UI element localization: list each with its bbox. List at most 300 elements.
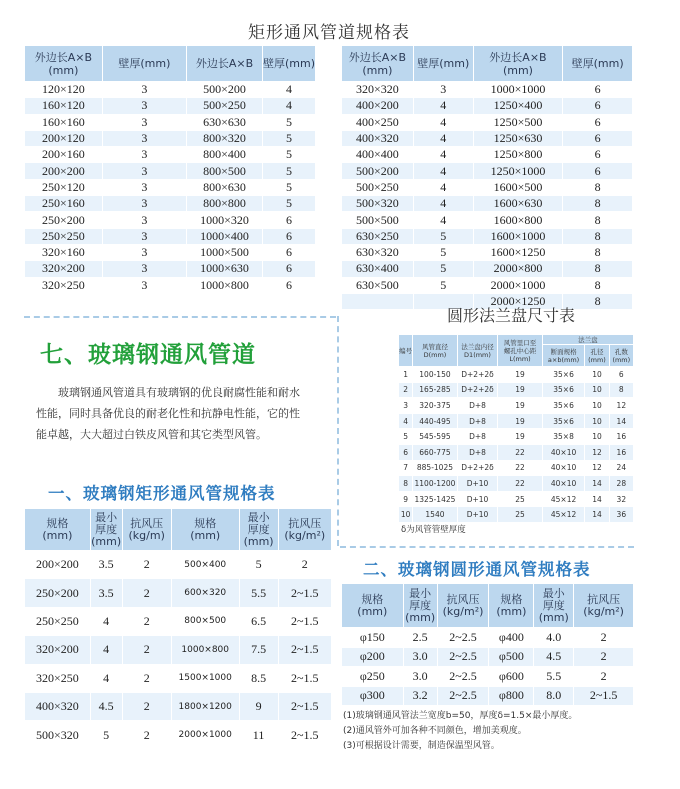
table-cell: 2~1.5 <box>278 692 331 720</box>
table-cell: D+10 <box>457 476 498 492</box>
table-cell: 8 <box>399 476 413 492</box>
col-header: 外边长A×B (mm) <box>342 46 414 82</box>
col-header: 壁厚(mm) <box>262 46 315 82</box>
table-cell: 14 <box>585 507 609 523</box>
table-cell: 3 <box>102 179 186 195</box>
table-cell: 5 <box>262 163 315 179</box>
table-row <box>25 721 332 749</box>
table-row <box>342 244 633 260</box>
table-cell: 9 <box>239 692 278 720</box>
table-cell: 630×630 <box>187 114 263 130</box>
table-cell: 1500×1000 <box>171 664 239 692</box>
table-cell: 4.5 <box>90 692 122 720</box>
table-cell: D+2+2δ <box>457 367 498 383</box>
table-cell <box>342 293 414 309</box>
table-cell: 2 <box>122 664 171 692</box>
table-cell: D+8 <box>457 398 498 414</box>
table-row <box>342 179 633 195</box>
table-cell: 7.5 <box>239 636 278 664</box>
table-cell: D+8 <box>457 413 498 429</box>
table-cell: 8 <box>563 196 633 212</box>
table-cell: 6 <box>563 98 633 114</box>
table-cell: 8 <box>609 382 633 398</box>
table-cell: 200×120 <box>25 130 103 146</box>
table-row <box>25 98 316 114</box>
table-row <box>399 476 634 492</box>
table-cell: 22 <box>498 460 543 476</box>
table-cell: 4.5 <box>534 647 574 667</box>
notes <box>343 709 577 754</box>
note-item: (2)通风管外可加各种不同颜色，增加美观度。 <box>343 726 527 736</box>
table-cell: 40×10 <box>542 444 585 460</box>
table-cell: 3 <box>102 261 186 277</box>
table-row <box>25 636 332 664</box>
col-header: 抗风压 (kg/m²) <box>437 584 489 628</box>
table-cell: 1000×1000 <box>473 82 563 98</box>
col-header: 编号 <box>399 335 413 367</box>
table-cell: φ250 <box>342 667 404 687</box>
col-header: 最小 厚度 (mm) <box>534 584 574 628</box>
table-cell: D+8 <box>457 429 498 445</box>
table-cell: 2~1.5 <box>278 607 331 635</box>
table-cell: 2 <box>278 551 331 579</box>
frp-round-table <box>341 583 634 706</box>
table-cell: 250×200 <box>25 212 103 228</box>
table-cell: 3 <box>102 244 186 260</box>
table-cell: 36 <box>609 507 633 523</box>
table-row <box>25 579 332 607</box>
table-cell: 3 <box>413 82 473 98</box>
col-header: 抗风压 (kg/m²) <box>574 584 634 628</box>
table-cell: 630×250 <box>342 228 414 244</box>
table-row <box>25 82 316 98</box>
table-cell: 22 <box>498 444 543 460</box>
table-cell: 3 <box>102 228 186 244</box>
table-row <box>25 277 316 293</box>
table-cell: 500×400 <box>171 551 239 579</box>
col-header: 壁厚(mm) <box>563 46 633 82</box>
table-cell: 10 <box>399 507 413 523</box>
table-cell: 6 <box>609 367 633 383</box>
frp-rect-title: 一、玻璃钢矩形通风管规格表 <box>48 484 276 503</box>
table-cell: 320-375 <box>413 398 458 414</box>
table-cell: 19 <box>498 367 543 383</box>
table-row <box>25 179 316 195</box>
table-row <box>25 163 316 179</box>
table-cell: 40×10 <box>542 460 585 476</box>
col-header: 孔径 (mm) <box>585 345 609 367</box>
table-cell: φ500 <box>489 647 534 667</box>
table-cell: 200×160 <box>25 147 103 163</box>
table-cell: 35×6 <box>542 398 585 414</box>
col-header: 最小 厚度 (mm) <box>90 509 122 551</box>
table-cell: 14 <box>585 491 609 507</box>
table-row <box>342 82 633 98</box>
table-cell: 2000×1000 <box>171 721 239 749</box>
table-cell: 22 <box>498 476 543 492</box>
section-heading: 七、玻璃钢通风管道 <box>40 342 256 368</box>
table-cell: 200×200 <box>25 163 103 179</box>
table-cell: 5 <box>262 114 315 130</box>
table-cell: 12 <box>585 444 609 460</box>
table-row <box>342 114 633 130</box>
table-cell: 660-775 <box>413 444 458 460</box>
col-header: 最小 厚度 (mm) <box>403 584 437 628</box>
table-row <box>25 130 316 146</box>
table-cell: 165-285 <box>413 382 458 398</box>
table-cell: 3.2 <box>403 686 437 706</box>
table-cell: 4 <box>413 163 473 179</box>
table-row <box>342 628 634 648</box>
table-cell: 45×12 <box>542 491 585 507</box>
table-cell: 800×400 <box>187 147 263 163</box>
table-row <box>25 261 316 277</box>
table-cell: 4 <box>262 82 315 98</box>
table-cell: 12 <box>585 460 609 476</box>
table-cell: 8 <box>563 244 633 260</box>
table-cell: 800×500 <box>171 607 239 635</box>
table-cell: 16 <box>609 444 633 460</box>
table-row <box>342 277 633 293</box>
table-row <box>342 98 633 114</box>
table-cell: 2~2.5 <box>437 628 489 648</box>
table-cell: 4 <box>413 212 473 228</box>
table-cell: 4 <box>413 196 473 212</box>
col-header: 最小 厚度 (mm) <box>239 509 278 551</box>
table-cell: 800×500 <box>187 163 263 179</box>
table-cell: 6 <box>563 130 633 146</box>
table-cell: 19 <box>498 398 543 414</box>
table-cell: 1000×400 <box>187 228 263 244</box>
table-cell: 7 <box>399 460 413 476</box>
table-cell: 1600×1000 <box>473 228 563 244</box>
table-cell: 14 <box>585 476 609 492</box>
table-cell: 8.0 <box>534 686 574 706</box>
table-cell: 3.5 <box>90 551 122 579</box>
rect-duct-title: 矩形通风管道规格表 <box>248 23 410 43</box>
table-cell: 5.5 <box>534 667 574 687</box>
table-cell: 1000×630 <box>187 261 263 277</box>
flange-table-title: 圆形法兰盘尺寸表 <box>447 306 576 325</box>
table-cell: 19 <box>498 413 543 429</box>
table-cell: 10 <box>585 398 609 414</box>
table-cell: 120×120 <box>25 82 103 98</box>
flange-note: δ为风管管壁厚度 <box>401 525 466 535</box>
table-cell: 3 <box>102 163 186 179</box>
table-cell: 4 <box>262 98 315 114</box>
table-cell: 6 <box>563 114 633 130</box>
table-row <box>342 196 633 212</box>
divider <box>340 546 634 548</box>
table-cell: 4 <box>90 636 122 664</box>
table-cell: 500×200 <box>187 82 263 98</box>
col-header: 壁厚(mm) <box>102 46 186 82</box>
table-cell: 5 <box>262 196 315 212</box>
table-cell: 320×320 <box>342 82 414 98</box>
table-cell: 250×160 <box>25 196 103 212</box>
table-row <box>399 413 634 429</box>
table-cell: 2~2.5 <box>437 667 489 687</box>
table-cell: φ200 <box>342 647 404 667</box>
table-cell: 6 <box>563 82 633 98</box>
table-cell: 800×800 <box>187 196 263 212</box>
flange-table <box>398 334 634 523</box>
table-cell: 250×250 <box>25 607 91 635</box>
table-cell: 8 <box>563 293 633 309</box>
table-cell: 6 <box>262 228 315 244</box>
table-cell: D+10 <box>457 507 498 523</box>
table-cell: D+2+2δ <box>457 460 498 476</box>
table-cell: 2~1.5 <box>278 721 331 749</box>
table-cell: 4 <box>413 179 473 195</box>
table-cell: D+2+2δ <box>457 382 498 398</box>
table-cell: 320×200 <box>25 636 91 664</box>
table-cell: 1600×630 <box>473 196 563 212</box>
table-cell: 320×160 <box>25 244 103 260</box>
table-cell: 1000×800 <box>187 277 263 293</box>
table-cell: 1600×1250 <box>473 244 563 260</box>
table-cell: 6 <box>262 261 315 277</box>
table-cell: φ150 <box>342 628 404 648</box>
table-row <box>25 114 316 130</box>
table-cell: 400×320 <box>342 130 414 146</box>
table-cell: 2 <box>399 382 413 398</box>
table-cell: 25 <box>498 491 543 507</box>
table-row <box>342 261 633 277</box>
table-cell: 100-150 <box>413 367 458 383</box>
table-cell: 4.0 <box>534 628 574 648</box>
table-cell: 35×6 <box>542 382 585 398</box>
table-cell: 1100-1200 <box>413 476 458 492</box>
table-cell: 250×120 <box>25 179 103 195</box>
table-cell: 2 <box>574 647 634 667</box>
col-header: 法兰盘内径 D1(mm) <box>457 335 498 367</box>
table-cell: 2000×1000 <box>473 277 563 293</box>
table-row <box>25 147 316 163</box>
table-cell: 2 <box>122 636 171 664</box>
table-cell: 3 <box>102 147 186 163</box>
table-row <box>25 692 332 720</box>
table-cell: 3 <box>102 130 186 146</box>
table-cell: 2 <box>574 628 634 648</box>
table-cell: 2~1.5 <box>278 579 331 607</box>
table-row <box>25 664 332 692</box>
table-cell: 9 <box>399 491 413 507</box>
table-cell: 600×320 <box>171 579 239 607</box>
table-cell: 40×10 <box>542 476 585 492</box>
table-cell: 4 <box>90 607 122 635</box>
table-row <box>399 460 634 476</box>
table-cell: 3.5 <box>90 579 122 607</box>
table-cell: 3 <box>102 82 186 98</box>
col-header: 抗风压 (kg/m²) <box>278 509 331 551</box>
table-cell: 1800×1200 <box>171 692 239 720</box>
table-cell: 5 <box>413 228 473 244</box>
table-cell: 8.5 <box>239 664 278 692</box>
table-cell: 3.0 <box>403 647 437 667</box>
table-cell: 4 <box>399 413 413 429</box>
note-item: (3)可根据设计需要，制造保温型风管。 <box>343 741 500 751</box>
table-cell: φ800 <box>489 686 534 706</box>
table-row <box>25 551 332 579</box>
table-cell: 1600×800 <box>473 212 563 228</box>
table-row <box>399 444 634 460</box>
table-cell: 400×200 <box>342 98 414 114</box>
table-row <box>399 429 634 445</box>
table-cell: 630×320 <box>342 244 414 260</box>
table-cell: 5 <box>90 721 122 749</box>
table-cell: φ600 <box>489 667 534 687</box>
table-cell: 8 <box>563 212 633 228</box>
table-row <box>342 228 633 244</box>
col-header: 外边长A×B <box>187 46 263 82</box>
table-cell: 160×160 <box>25 114 103 130</box>
col-header: 壁厚(mm) <box>413 46 473 82</box>
table-row <box>342 147 633 163</box>
table-cell: 2 <box>122 579 171 607</box>
table-row <box>342 163 633 179</box>
table-cell: 1600×500 <box>473 179 563 195</box>
table-cell: 500×320 <box>342 196 414 212</box>
frp-round-title: 二、玻璃钢圆形通风管规格表 <box>363 560 591 579</box>
table-cell: 6 <box>563 147 633 163</box>
table-cell: 500×320 <box>25 721 91 749</box>
table-cell: D+10 <box>457 491 498 507</box>
table-cell: 630×400 <box>342 261 414 277</box>
table-cell: 545-595 <box>413 429 458 445</box>
table-cell: 14 <box>609 413 633 429</box>
table-row <box>342 212 633 228</box>
table-cell: 35×8 <box>542 429 585 445</box>
table-cell: 1540 <box>413 507 458 523</box>
table-cell: 200×200 <box>25 551 91 579</box>
table-cell: 500×500 <box>342 212 414 228</box>
table-cell: 19 <box>498 429 543 445</box>
table-cell: φ400 <box>489 628 534 648</box>
table-row <box>399 491 634 507</box>
table-row <box>25 212 316 228</box>
table-cell: 1000×800 <box>171 636 239 664</box>
table-cell: 10 <box>585 429 609 445</box>
table-cell: 10 <box>585 382 609 398</box>
rect-duct-table-left <box>24 45 316 294</box>
table-cell: 10 <box>585 367 609 383</box>
table-cell: 8 <box>563 228 633 244</box>
table-cell: 28 <box>609 476 633 492</box>
table-cell: 500×250 <box>342 179 414 195</box>
table-row <box>399 398 634 414</box>
table-cell: 2000×1250 <box>473 293 563 309</box>
rect-duct-table-right <box>341 45 633 310</box>
table-cell: 500×200 <box>342 163 414 179</box>
table-cell: 24 <box>609 460 633 476</box>
table-cell: 400×250 <box>342 114 414 130</box>
table-cell: 250×200 <box>25 579 91 607</box>
table-cell: 400×320 <box>25 692 91 720</box>
table-cell: 630×500 <box>342 277 414 293</box>
col-header: 外边长A×B (mm) <box>473 46 563 82</box>
table-cell: 6 <box>262 277 315 293</box>
table-cell: 4 <box>413 98 473 114</box>
table-cell: 16 <box>609 429 633 445</box>
table-cell: 8 <box>563 179 633 195</box>
table-cell: 2~1.5 <box>278 664 331 692</box>
table-cell: 12 <box>609 398 633 414</box>
table-cell: D+8 <box>457 444 498 460</box>
table-cell: 5 <box>262 147 315 163</box>
table-cell: 4 <box>413 147 473 163</box>
table-cell: 1250×500 <box>473 114 563 130</box>
table-cell: 5 <box>399 429 413 445</box>
table-cell: 1325-1425 <box>413 491 458 507</box>
table-cell: 1250×800 <box>473 147 563 163</box>
table-row <box>399 507 634 523</box>
table-cell: 35×6 <box>542 413 585 429</box>
table-cell: 250×250 <box>25 228 103 244</box>
table-cell: φ300 <box>342 686 404 706</box>
col-header: 规格 (mm) <box>342 584 404 628</box>
table-cell: 2~1.5 <box>278 636 331 664</box>
table-cell: 3 <box>399 398 413 414</box>
table-row <box>25 607 332 635</box>
table-cell: 2~2.5 <box>437 686 489 706</box>
table-cell: 8 <box>563 277 633 293</box>
table-cell: 400×400 <box>342 147 414 163</box>
table-cell: 320×250 <box>25 664 91 692</box>
col-header: 规格 (mm) <box>489 584 534 628</box>
table-cell: 5.5 <box>239 579 278 607</box>
table-cell: 19 <box>498 382 543 398</box>
table-cell: 2 <box>574 667 634 687</box>
table-cell: 800×320 <box>187 130 263 146</box>
table-cell: 6 <box>399 444 413 460</box>
table-row <box>25 196 316 212</box>
table-cell: 5 <box>413 244 473 260</box>
table-row <box>399 382 634 398</box>
table-cell: 2 <box>122 607 171 635</box>
table-cell: 4 <box>413 130 473 146</box>
table-cell: 440-495 <box>413 413 458 429</box>
col-header: 规格 (mm) <box>171 509 239 551</box>
section-paragraph: 玻璃钢通风管道具有玻璃钢的优良耐腐性能和耐水性能，同时具备优良的耐老化性和抗静电性能，它的性能卓越，大大超过白铁皮风管和其它类型风管。 <box>36 386 300 441</box>
table-cell: 4 <box>413 114 473 130</box>
table-cell: 1 <box>399 367 413 383</box>
table-cell: 1000×500 <box>187 244 263 260</box>
table-cell: 2~1.5 <box>574 686 634 706</box>
col-header: 外边长A×B (mm) <box>25 46 103 82</box>
table-cell: 2000×800 <box>473 261 563 277</box>
col-header: 风管里口至 螺孔中心距 L(mm) <box>498 335 543 367</box>
table-row <box>399 367 634 383</box>
table-cell: 885-1025 <box>413 460 458 476</box>
table-cell: 5 <box>239 551 278 579</box>
table-cell: 2~2.5 <box>437 647 489 667</box>
table-cell: 800×630 <box>187 179 263 195</box>
table-cell: 3 <box>102 98 186 114</box>
col-header: 断面规格 a×b(mm) <box>542 345 585 367</box>
table-row <box>25 244 316 260</box>
table-cell: 45×12 <box>542 507 585 523</box>
table-cell: 5 <box>262 130 315 146</box>
table-cell: 2.5 <box>403 628 437 648</box>
table-cell: 8 <box>563 261 633 277</box>
table-cell: 4 <box>90 664 122 692</box>
table-cell: 3 <box>102 277 186 293</box>
table-cell: 1000×320 <box>187 212 263 228</box>
col-header: 孔数 (mm) <box>609 345 633 367</box>
table-cell: 35×6 <box>542 367 585 383</box>
col-header: 风管直径 D(mm) <box>413 335 458 367</box>
